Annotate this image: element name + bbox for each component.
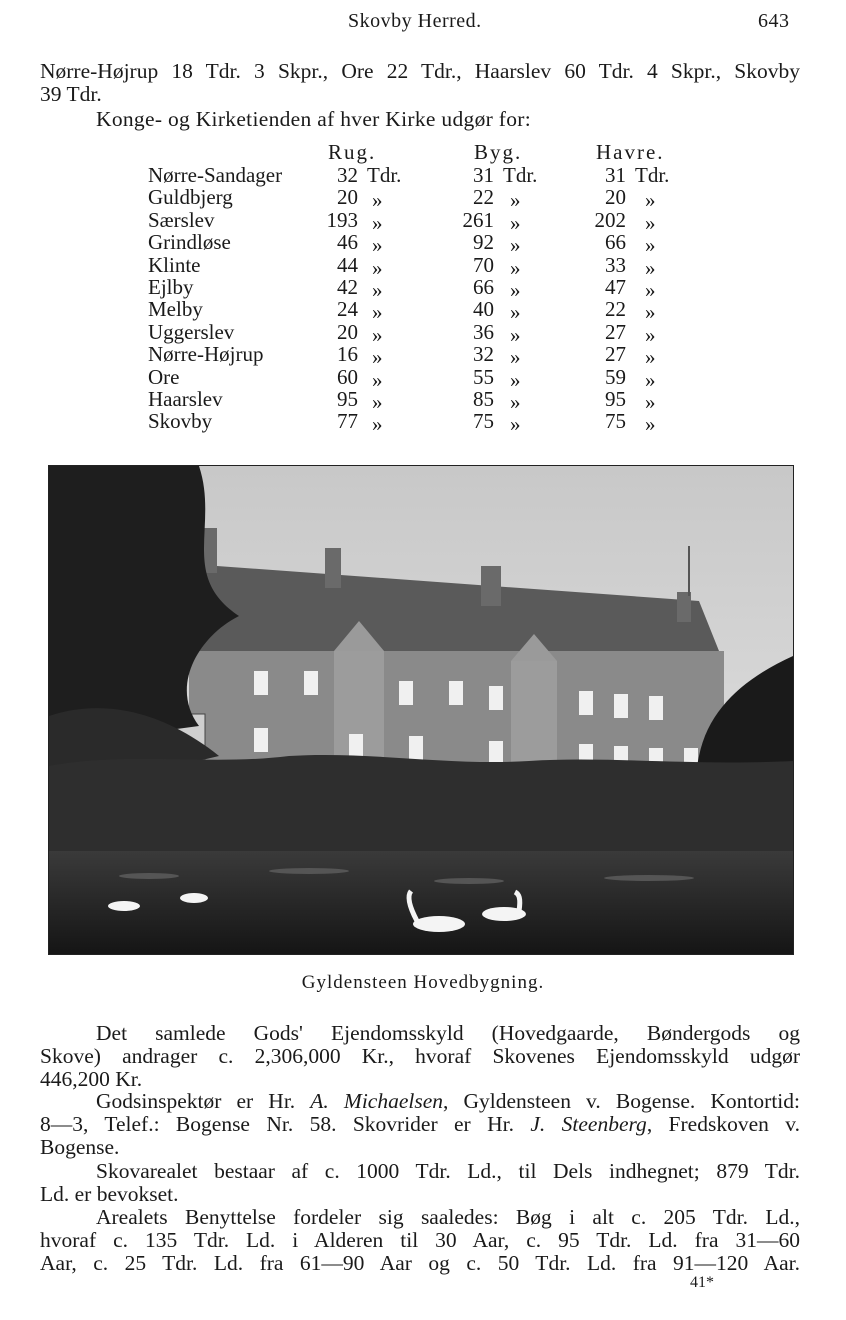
gyldensteen-photo	[48, 465, 794, 955]
byg-ditto-mark: »	[510, 300, 521, 325]
rug-value: 16	[337, 342, 358, 367]
rug-value: 60	[337, 364, 358, 389]
rug-ditto-mark: »	[372, 412, 383, 437]
parish-name: Haarslev	[148, 387, 223, 411]
havre-ditto-mark: »	[645, 345, 656, 370]
byg-value: 66	[473, 275, 494, 299]
havre-value: 31	[605, 163, 626, 187]
paragraph-4-line-3: Aar, c. 25 Tdr. Ld. fra 61—90 Aar og c. 50 Tdr. Ld. fra 91—120 Aar.	[40, 1251, 800, 1275]
parish-name: Ore	[148, 364, 180, 389]
intro-line-3: Konge- og Kirketienden af hver Kirke udgør for:	[96, 107, 531, 131]
intro-line-2: 39 Tdr.	[40, 82, 102, 106]
byg-ditto-mark: »	[510, 255, 521, 280]
forester-name: J. Steenberg	[530, 1112, 647, 1136]
inspector-name: A. Michaelsen	[310, 1089, 444, 1113]
parish-name: Nørre-Højrup	[148, 342, 264, 367]
havre-ditto-mark: »	[645, 188, 656, 213]
byg-value: 32	[473, 342, 494, 367]
rug-ditto-mark: »	[372, 188, 383, 213]
parish-name: Guldbjerg	[148, 185, 233, 210]
havre-ditto-mark: »	[645, 390, 656, 414]
byg-ditto-mark: »	[510, 322, 521, 347]
byg-value: 70	[473, 252, 494, 277]
havre-value: 33	[605, 252, 626, 277]
havre-ditto-mark: »	[645, 367, 656, 392]
byg-value: 31	[473, 163, 494, 187]
rug-value: 32	[337, 163, 358, 187]
paragraph-1-line-2: Skove) andrager c. 2,306,000 Kr., hvoraf Skovenes Ejendomsskyld udgør	[40, 1044, 800, 1068]
rug-value: 44	[337, 252, 358, 277]
havre-value: 95	[605, 387, 626, 411]
intro-line-1: Nørre-Højrup 18 Tdr. 3 Skpr., Ore 22 Tdr., Haarslev 60 Tdr. 4 Skpr., Skovby	[40, 59, 800, 83]
byg-value: 85	[473, 387, 494, 411]
rug-value: 20	[337, 185, 358, 210]
column-header-rug: Rug.	[328, 140, 377, 164]
byg-ditto-mark: »	[510, 390, 521, 414]
byg-value: 36	[473, 319, 494, 344]
parish-name: Skovby	[148, 409, 213, 434]
rug-ditto-mark: »	[372, 300, 383, 325]
byg-unit: Tdr.	[503, 163, 538, 187]
havre-value: 66	[605, 230, 626, 255]
paragraph-3-line-2: Ld. er bevokset.	[40, 1182, 179, 1206]
havre-value: 59	[605, 364, 626, 389]
column-header-byg: Byg.	[474, 140, 523, 164]
rug-unit: Tdr.	[367, 163, 402, 187]
byg-ditto-mark: »	[510, 188, 521, 213]
havre-unit: Tdr.	[635, 163, 670, 187]
havre-ditto-mark: »	[645, 255, 656, 280]
paragraph-2-line-2	[40, 1113, 800, 1135]
p2-l2-text-b: , Fredskoven v.	[646, 1112, 800, 1136]
byg-ditto-mark: »	[510, 367, 521, 392]
rug-ditto-mark: »	[372, 255, 383, 280]
rug-value: 46	[337, 230, 358, 255]
parish-name: Klinte	[148, 252, 201, 277]
signature-mark: 41*	[690, 1274, 714, 1291]
byg-ditto-mark: »	[510, 412, 521, 437]
havre-value: 202	[594, 207, 626, 232]
rug-ditto-mark: »	[372, 367, 383, 392]
byg-ditto-mark: »	[510, 233, 521, 258]
rug-value: 77	[337, 409, 358, 434]
parish-name: Melby	[148, 297, 203, 322]
p2-l1-text-a: Godsinspektør er Hr.	[96, 1089, 311, 1113]
rug-value: 24	[337, 297, 358, 322]
paragraph-1-line-3: 446,200 Kr.	[40, 1067, 143, 1091]
rug-ditto-mark: »	[372, 210, 383, 235]
paragraph-1-line-1: Det samlede Gods' Ejendomsskyld (Hovedgaarde, Bøndergods og	[96, 1021, 800, 1045]
running-header-title: Skovby Herred.	[348, 10, 482, 32]
paragraph-4-line-1: Arealets Benyttelse fordeler sig saaledes: Bøg i alt c. 205 Tdr. Ld.,	[96, 1205, 800, 1229]
parish-name: Særslev	[148, 207, 215, 232]
rug-value: 42	[337, 275, 358, 299]
byg-value: 75	[473, 409, 494, 434]
havre-ditto-mark: »	[645, 322, 656, 347]
rug-ditto-mark: »	[372, 233, 383, 258]
rug-value: 95	[337, 387, 358, 411]
havre-ditto-mark: »	[645, 278, 656, 302]
parish-name: Grindløse	[148, 230, 231, 255]
rug-value: 193	[326, 207, 358, 232]
havre-value: 27	[605, 342, 626, 367]
havre-value: 75	[605, 409, 626, 434]
byg-value: 40	[473, 297, 494, 322]
rug-ditto-mark: »	[372, 278, 383, 302]
byg-value: 22	[473, 185, 494, 210]
manor-house-illustration	[49, 466, 793, 954]
byg-ditto-mark: »	[510, 210, 521, 235]
p2-l2-text-a: 8—3, Telef.: Bogense Nr. 58. Skovrider er Hr.	[40, 1112, 531, 1136]
havre-ditto-mark: »	[645, 210, 656, 235]
havre-value: 27	[605, 319, 626, 344]
rug-ditto-mark: »	[372, 345, 383, 370]
parish-name: Uggerslev	[148, 319, 235, 344]
rug-value: 20	[337, 319, 358, 344]
rug-ditto-mark: »	[372, 322, 383, 347]
byg-value: 55	[473, 364, 494, 389]
havre-ditto-mark: »	[645, 300, 656, 325]
havre-value: 20	[605, 185, 626, 210]
column-header-havre: Havre.	[596, 140, 665, 164]
paragraph-4-line-2: hvoraf c. 135 Tdr. Ld. i Alderen til 30 Aar, c. 95 Tdr. Ld. fra 31—60	[40, 1228, 800, 1252]
havre-value: 47	[605, 275, 626, 299]
byg-ditto-mark: »	[510, 278, 521, 302]
p2-l1-text-b: , Gyldensteen v. Bogense. Kontortid:	[443, 1089, 800, 1113]
paragraph-2-line-3: Bogense.	[40, 1135, 120, 1159]
page-number: 643	[758, 10, 790, 32]
byg-value: 261	[462, 207, 494, 232]
parish-name: Ejlby	[148, 275, 194, 299]
parish-name: Nørre-Sandager	[148, 163, 283, 187]
havre-ditto-mark: »	[645, 412, 656, 437]
havre-ditto-mark: »	[645, 233, 656, 258]
rug-ditto-mark: »	[372, 390, 383, 414]
paragraph-3-line-1: Skovarealet bestaar af c. 1000 Tdr. Ld., til Dels indhegnet; 879 Tdr.	[96, 1159, 800, 1183]
photo-caption: Gyldensteen Hovedbygning.	[301, 972, 545, 993]
paragraph-2-line-1	[96, 1090, 800, 1112]
havre-value: 22	[605, 297, 626, 322]
byg-ditto-mark: »	[510, 345, 521, 370]
byg-value: 92	[473, 230, 494, 255]
